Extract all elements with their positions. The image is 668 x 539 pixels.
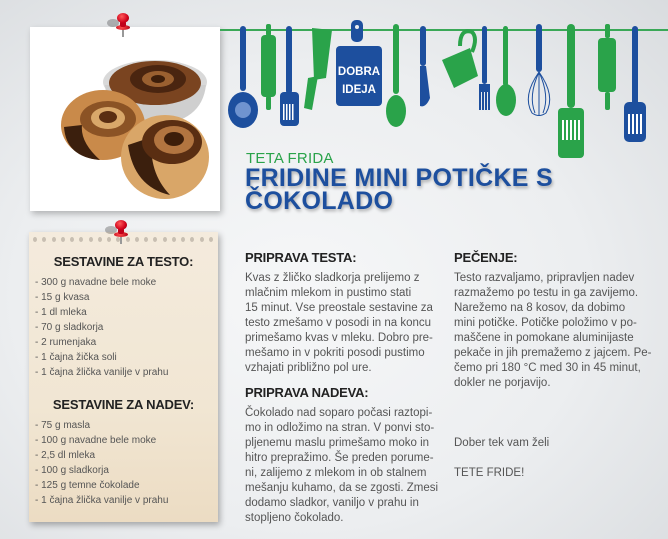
list-item: - 1 čajna žička soli bbox=[35, 352, 117, 363]
list-item: - 15 g kvasa bbox=[35, 292, 90, 303]
recipe-title bbox=[245, 164, 605, 215]
closing-line-2: TETE FRIDE! bbox=[454, 467, 525, 479]
list-item: - 300 g navadne bele moke bbox=[35, 277, 157, 288]
list-item: - 100 g navadne bele moke bbox=[35, 435, 157, 446]
chocolate-buns-image bbox=[30, 27, 220, 211]
mug-icon bbox=[442, 31, 478, 88]
title-line-2: ČOKOLADO bbox=[245, 187, 394, 215]
list-item: - 100 g sladkorja bbox=[35, 465, 109, 476]
dough-ingredients-heading: SESTAVINE ZA TESTO: bbox=[53, 254, 194, 269]
baking-text: Testo razvaljamo, pripravljen nadev razmažemo po testu in ga zavijemo. Narežemo na 8 kosov, da dobimo mini potičke. Potičke položimo v po- maščene in pomokane aluminijaste pekače in jih premažemo z jajcem. Pe- čemo pri 180 °C med 30 in 45 minut, dokler ne porjavijo. bbox=[454, 272, 652, 389]
closing-line-1: Dober tek vam želi bbox=[454, 437, 550, 449]
dough-preparation-text: Kvas z žličko sladkorja prelijemo z mlačnim mlekom in pustimo stati 15 minut. Vse preostale sestavine za testo zmešamo v posodi in na koncu primešamo kvas v mleku. Dobro pre- mešamo in v pokriti posodi pustimo vzhajati približno pol ure. bbox=[245, 272, 433, 374]
recipe-photo-card bbox=[30, 27, 220, 211]
filling-preparation-section bbox=[245, 385, 445, 526]
filling-ingredients-heading: SESTAVINE ZA NADEV: bbox=[52, 397, 195, 412]
pushpin-icon bbox=[111, 220, 133, 246]
list-item: - 125 g temne čokolade bbox=[35, 480, 140, 491]
baking-heading: PEČENJE: bbox=[454, 250, 518, 265]
filling-preparation-text: Čokolado nad soparo počasi raztopi- mo in odložimo na stran. V ponvi sto- pljenemu maslu primešamo moko in hitro prepražimo. Še preden porume- ni, zalijemo z mlekom in ob stalnem mešanju kuhamo, da se zgosti. Zmesi dodamo sladkor, vaniljo v prahu in stopljeno čokolado. bbox=[245, 407, 439, 524]
fork-icon bbox=[479, 26, 490, 110]
list-item: - 1 dl mleka bbox=[35, 307, 87, 318]
author-label: TETA FRIDA bbox=[246, 150, 334, 167]
list-item: - 70 g sladkorja bbox=[35, 322, 104, 333]
baking-section bbox=[454, 250, 659, 481]
list-item: - 75 g masla bbox=[35, 420, 91, 431]
list-item: - 1 čajna žlička vanilje v prahu bbox=[35, 367, 169, 378]
rolling-pin-icon bbox=[598, 24, 616, 110]
filling-ingredients-list bbox=[29, 418, 218, 508]
dobra-ideja-badge bbox=[336, 63, 382, 99]
cleaver-icon bbox=[304, 28, 332, 110]
list-item: - 2,5 dl mleka bbox=[35, 450, 96, 461]
title-line-1: FRIDINE MINI POTIČKE S bbox=[245, 164, 554, 192]
turner-icon bbox=[558, 24, 584, 158]
list-item: - 1 čajna žlička vanilje v prahu bbox=[35, 495, 169, 506]
dough-ingredients-list bbox=[29, 275, 218, 380]
skimmer-icon bbox=[228, 26, 258, 128]
kitchen-utensils-illustration bbox=[220, 18, 668, 158]
spatula-icon bbox=[624, 26, 646, 142]
closing-greeting bbox=[454, 421, 659, 481]
filling-preparation-heading: PRIPRAVA NADEVA: bbox=[245, 385, 369, 400]
list-item: - 2 rumenjaka bbox=[35, 337, 97, 348]
dough-preparation-section bbox=[245, 250, 445, 376]
whisk-icon bbox=[528, 24, 549, 116]
badge-line-1: DOBRA bbox=[337, 66, 381, 78]
badge-line-2: IDEJA bbox=[342, 84, 376, 96]
ingredients-note bbox=[29, 232, 218, 522]
knife-icon bbox=[420, 26, 430, 106]
spoon-icon bbox=[386, 24, 406, 127]
pushpin-icon bbox=[113, 13, 135, 39]
spatula-icon bbox=[280, 26, 299, 126]
spoon-icon bbox=[496, 26, 516, 116]
rolling-pin-icon bbox=[261, 24, 276, 110]
dough-preparation-heading: PRIPRAVA TESTA: bbox=[245, 250, 357, 265]
